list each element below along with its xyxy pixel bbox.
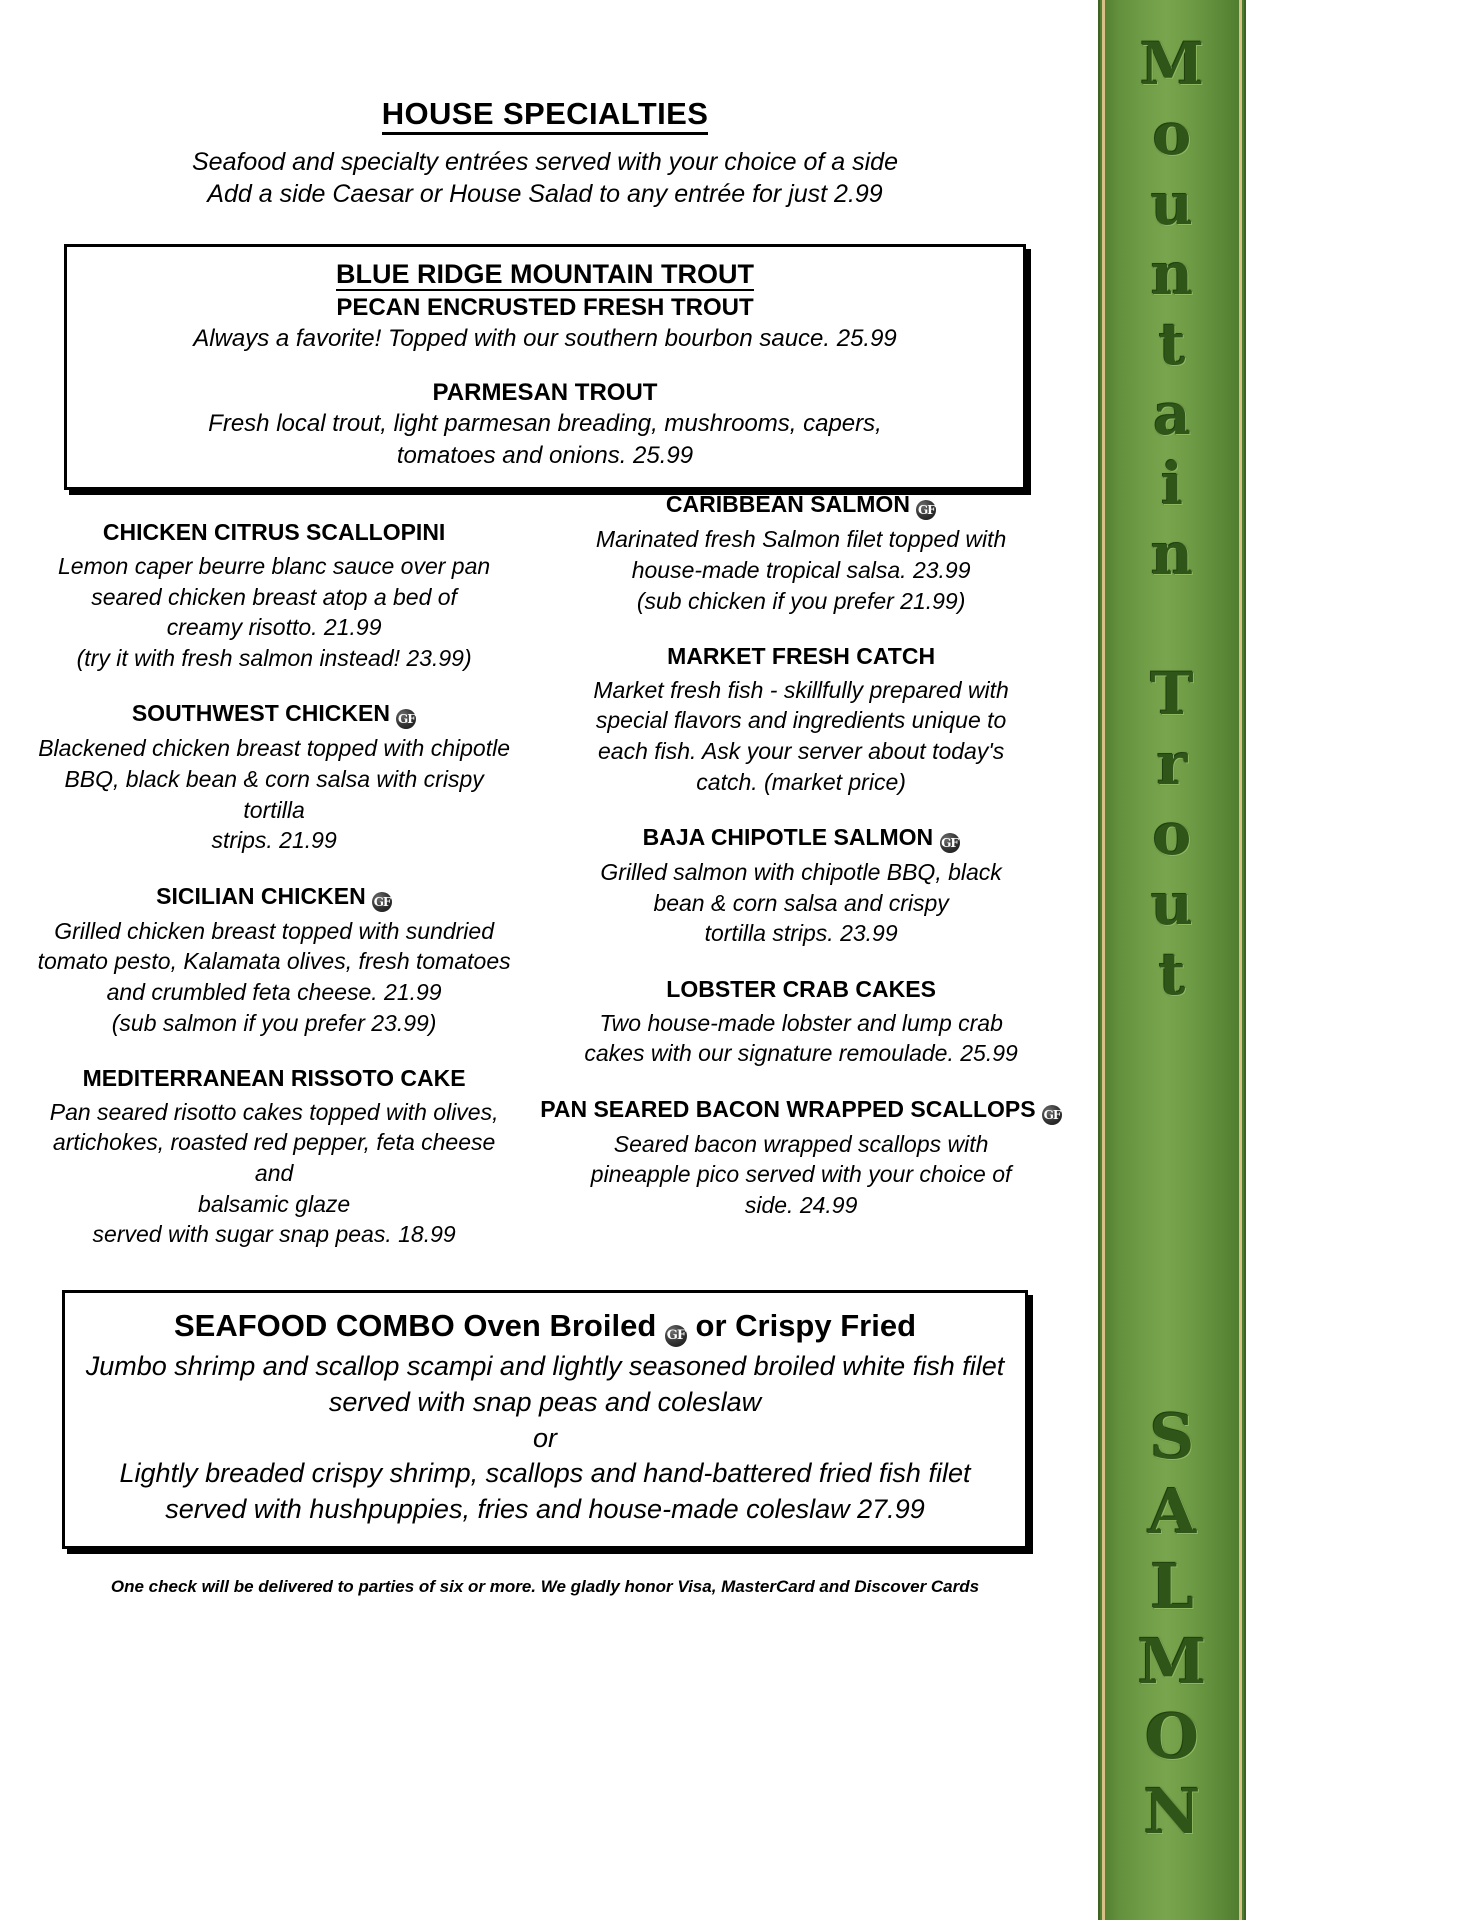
menu-item-name-text: PAN SEARED BACON WRAPPED SCALLOPS (540, 1095, 1036, 1122)
menu-item-desc: (sub salmon if you prefer 23.99) (111, 1009, 437, 1036)
gluten-free-icon: GF (916, 500, 936, 520)
menu-item-desc: tomatoes and onions. 25.99 (396, 441, 694, 469)
menu-item (36, 699, 512, 855)
green-strip (1098, 0, 1246, 1920)
menu-item-desc: Lemon caper beurre blanc sauce over pan (58, 553, 491, 580)
menu-item-name: PARMESAN TROUT (432, 378, 658, 406)
menu-item-name (540, 1095, 1062, 1125)
combo-title (83, 1307, 1007, 1347)
combo-title-part-2: Oven Broiled (463, 1307, 657, 1343)
menu-item-desc: cakes with our signature remoulade. 25.99 (584, 1040, 1018, 1067)
gluten-free-icon: GF (665, 1325, 687, 1347)
menu-item-desc: bean & corn salsa and crispy (653, 889, 949, 916)
menu-item-desc: (sub chicken if you prefer 21.99) (636, 587, 966, 614)
menu-item-name (540, 975, 1062, 1004)
menu-item (540, 642, 1062, 797)
menu-item-desc: pineapple pico served with your choice of (590, 1161, 1012, 1188)
menu-item-desc: served with sugar snap peas. 18.99 (92, 1221, 456, 1248)
combo-line: served with snap peas and coleslaw (328, 1386, 762, 1417)
menu-item-name-text: SICILIAN CHICKEN (156, 882, 366, 909)
menu-item-desc: each fish. Ask your server about today's (597, 738, 1005, 765)
menu-item-desc: Marinated fresh Salmon filet topped with (595, 526, 1007, 553)
page-title-text: HOUSE SPECIALTIES (382, 96, 709, 135)
menu-item-desc: Two house-made lobster and lump crab (599, 1009, 1003, 1036)
menu-item-desc: BBQ, black bean & corn salsa with crispy tortilla (64, 766, 484, 823)
menu-item-desc: Blackened chicken breast topped with chipotle (38, 735, 510, 762)
trout-box-title-text: BLUE RIDGE MOUNTAIN TROUT (336, 259, 754, 289)
menu-item (540, 1095, 1062, 1221)
sidebar (1090, 0, 1484, 1920)
menu-item-desc: Grilled salmon with chipotle BBQ, black (600, 859, 1002, 886)
menu-item (540, 490, 1062, 616)
footer-note: One check will be delivered to parties of six or more. We gladly honor Visa, MasterCard and Discover Cards (110, 1577, 980, 1597)
menu-item-desc: house-made tropical salsa. 23.99 (631, 556, 971, 583)
gluten-free-icon: GF (940, 833, 960, 853)
menu-item (36, 518, 512, 673)
menu-item (540, 975, 1062, 1069)
menu-item-desc: creamy risotto. 21.99 (166, 614, 382, 641)
menu-item-name (36, 1064, 512, 1093)
right-column (526, 490, 1072, 1275)
menu-item-desc: Fresh local trout, light parmesan breading, mushrooms, capers, (208, 410, 882, 438)
menu-item-desc: strips. 21.99 (211, 827, 337, 854)
menu-item-desc: Grilled chicken breast topped with sundried (54, 917, 494, 944)
menu-item-name-text: BAJA CHIPOTLE SALMON (642, 824, 934, 851)
header-subtitle-2: Add a side Caesar or House Salad to any entrée for just 2.99 (207, 180, 883, 208)
menu-item-name (36, 882, 512, 912)
spacer (83, 355, 1007, 377)
menu-item-name-text: LOBSTER CRAB CAKES (666, 975, 936, 1002)
menu-item-desc: seared chicken breast atop a bed of (91, 583, 457, 610)
gluten-free-icon: GF (1042, 1105, 1062, 1125)
combo-line: served with hushpuppies, fries and house-made coleslaw 27.99 (165, 1494, 925, 1525)
menu-item-name (540, 823, 1062, 853)
menu-item-name-text: SOUTHWEST CHICKEN (131, 700, 390, 727)
menu-item-desc: tortilla strips. 23.99 (704, 920, 898, 947)
menu-item-name (36, 699, 512, 729)
trout-box-title (83, 259, 1007, 290)
blue-ridge-mountain-trout-box (64, 244, 1026, 490)
combo-line: Lightly breaded crispy shrimp, scallops and hand-battered fried fish filet (119, 1458, 971, 1489)
strip-dark-edge-left (1098, 0, 1100, 1920)
menu-item-desc: (try it with fresh salmon instead! 23.99) (76, 644, 472, 671)
menu-item-desc: catch. (market price) (696, 768, 906, 795)
menu-item-desc: side. 24.99 (744, 1191, 858, 1218)
left-column (18, 518, 526, 1275)
menu-item-desc: Seared bacon wrapped scallops with (613, 1130, 989, 1157)
seafood-combo-box (62, 1290, 1028, 1550)
menu-item-desc: tomato pesto, Kalamata olives, fresh tomatoes (37, 948, 511, 975)
menu-item-name: PECAN ENCRUSTED FRESH TROUT (336, 294, 754, 321)
page-title (0, 0, 1090, 132)
menu-item-name (540, 490, 1062, 520)
strip-gold-edge-right (1239, 0, 1242, 1920)
menu-item-desc: and crumbled feta cheese. 21.99 (106, 978, 442, 1005)
menu-item (36, 882, 512, 1038)
menu-item-name (36, 518, 512, 547)
menu-item (36, 1064, 512, 1250)
menu-columns (0, 491, 1090, 1275)
strip-gold-edge-left (1102, 0, 1105, 1920)
menu-item-name-text: CHICKEN CITRUS SCALLOPINI (102, 519, 446, 546)
gluten-free-icon: GF (372, 892, 392, 912)
combo-line: or (532, 1422, 557, 1453)
combo-title-part-1: SEAFOOD COMBO (173, 1307, 455, 1343)
sidebar-title-salmon: SALMON (1135, 1400, 1209, 1850)
menu-item-desc: balsamic glaze (198, 1190, 351, 1217)
combo-title-part-3: or Crispy Fried (695, 1307, 917, 1343)
menu-item-name-text: MARKET FRESH CATCH (667, 643, 936, 670)
menu-item (540, 823, 1062, 949)
menu-item-desc: Market fresh fish - skillfully prepared with (593, 676, 1009, 703)
menu-item-desc: artichokes, roasted red pepper, feta cheese and (52, 1129, 496, 1186)
menu-item-name-text: CARIBBEAN SALMON (665, 491, 910, 518)
gluten-free-icon: GF (396, 709, 416, 729)
menu-item-desc: special flavors and ingredients unique to (595, 707, 1007, 734)
sidebar-title-mountain-trout: Mountain Trout (1138, 30, 1206, 1010)
menu-item-desc: Always a favorite! Topped with our southern bourbon sauce. 25.99 (193, 325, 897, 353)
strip-dark-edge-right (1244, 0, 1246, 1920)
combo-line: Jumbo shrimp and scallop scampi and lightly seasoned broiled white fish filet (85, 1350, 1005, 1381)
menu-item-name (540, 642, 1062, 671)
menu-item-desc: Pan seared risotto cakes topped with olives, (49, 1098, 499, 1125)
header-subtitle-1: Seafood and specialty entrées served with your choice of a side (192, 148, 898, 176)
menu-item-name-text: MEDITERRANEAN RISSOTO CAKE (82, 1065, 466, 1092)
